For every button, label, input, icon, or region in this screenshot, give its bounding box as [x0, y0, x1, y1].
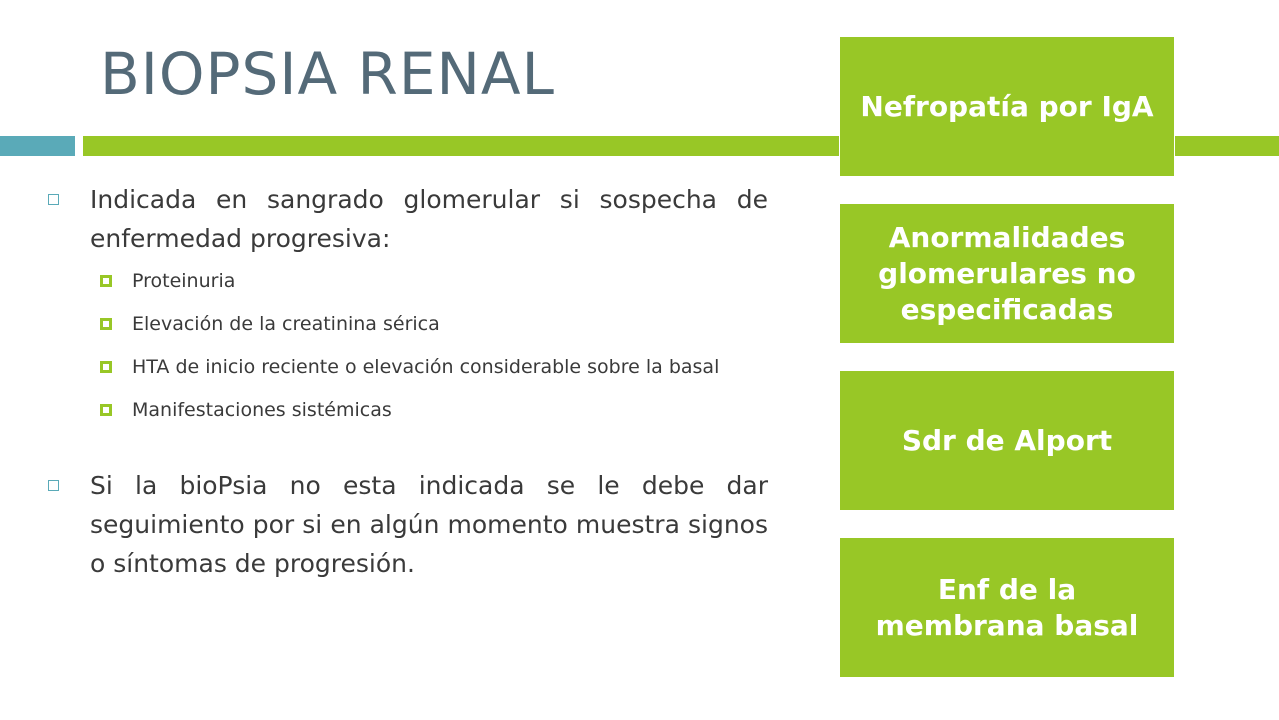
bullet-item — [48, 466, 768, 583]
square-bullet-icon — [48, 194, 59, 205]
bullet-list — [48, 180, 768, 591]
square-bullet-icon — [48, 480, 59, 491]
bullet-item — [48, 180, 768, 258]
square-bullet-icon — [100, 275, 112, 287]
sub-bullet-item — [48, 309, 768, 340]
sub-bullet-text: HTA de inicio reciente o elevación considerable sobre la basal — [132, 356, 720, 378]
condition-box-glomerular — [839, 203, 1175, 344]
condition-box-label: Nefropatía por IgA — [860, 89, 1154, 123]
sub-bullet-text: Elevación de la creatinina sérica — [132, 313, 440, 335]
sub-bullet-text: Proteinuria — [132, 270, 236, 292]
bullet-text: Si la bioPsia no esta indicada se le debe dar seguimiento por si en algún momento muestra signos o síntomas de progresión. — [90, 471, 768, 578]
slide-title: BIOPSIA RENAL — [100, 40, 555, 108]
sub-bullet-item — [48, 352, 768, 383]
condition-box-label: Sdr de Alport — [901, 423, 1113, 457]
condition-box-label: Anormalidades glomerulares no especificadas — [878, 220, 1136, 326]
sub-bullet-item — [48, 266, 768, 297]
sub-bullet-item — [48, 395, 768, 426]
sub-bullet-text: Manifestaciones sistémicas — [132, 399, 392, 421]
condition-box-iga — [839, 36, 1175, 177]
square-bullet-icon — [100, 361, 112, 373]
condition-box-alport — [839, 370, 1175, 511]
square-bullet-icon — [100, 404, 112, 416]
bullet-text: Indicada en sangrado glomerular si sospecha de enfermedad progresiva: — [90, 185, 768, 253]
accent-bar-teal — [0, 136, 75, 156]
square-bullet-icon — [100, 318, 112, 330]
condition-box-label: Enf de la membrana basal — [875, 572, 1139, 642]
condition-box-membrane — [839, 537, 1175, 678]
